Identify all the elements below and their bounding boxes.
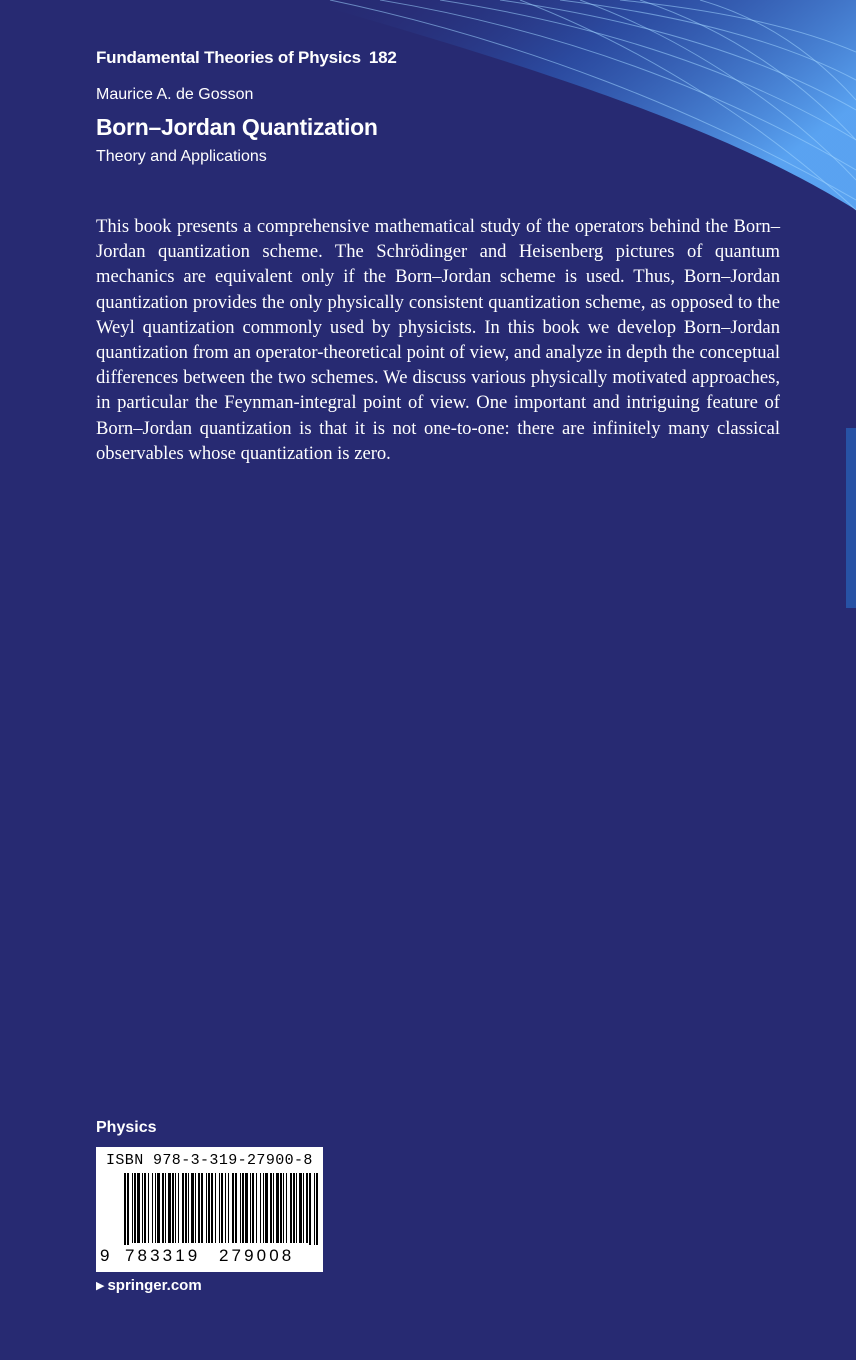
barcode-bar — [273, 1173, 274, 1243]
barcode-left-group: 783319 — [125, 1246, 201, 1265]
barcode-bar — [188, 1173, 189, 1243]
barcode-bar — [191, 1173, 194, 1243]
barcode-bar — [137, 1173, 140, 1243]
isbn-barcode — [96, 1147, 323, 1272]
barcode-bar — [245, 1173, 248, 1243]
barcode-bar — [127, 1173, 129, 1245]
barcode-bar — [286, 1173, 287, 1243]
barcode-bar — [280, 1173, 282, 1243]
barcode-bar — [242, 1173, 244, 1243]
barcode-bar — [162, 1173, 164, 1243]
barcode-bar — [314, 1173, 315, 1245]
barcode-bar — [185, 1173, 187, 1243]
barcode-bar — [172, 1173, 174, 1243]
author-name: Maurice A. de Gosson — [96, 86, 254, 103]
subject-label: Physics — [96, 1119, 157, 1136]
barcode-bar — [148, 1173, 149, 1243]
barcode-bar — [175, 1173, 176, 1243]
barcode-bar — [195, 1173, 196, 1243]
barcode-bar — [235, 1173, 237, 1243]
barcode-bar — [252, 1173, 254, 1243]
barcode-first-digit: 9 — [100, 1246, 110, 1265]
barcode-bar — [228, 1173, 229, 1243]
barcode-bar — [211, 1173, 213, 1243]
barcode-bar — [182, 1173, 184, 1243]
barcode-bar — [296, 1173, 297, 1243]
series-name: Fundamental Theories of Physics — [96, 48, 361, 67]
barcode-bar — [132, 1173, 133, 1243]
barcode-bar — [283, 1173, 284, 1243]
barcode-bar — [134, 1173, 136, 1243]
barcode-right-group: 279008 — [219, 1246, 295, 1265]
barcode-bar — [165, 1173, 166, 1243]
barcode-bar — [232, 1173, 234, 1243]
barcode-bar — [221, 1173, 223, 1243]
barcode-bars — [96, 1173, 323, 1245]
book-description: This book presents a comprehensive mathematical study of the operators behind the Born–Jordan quantization scheme. The Schrödinger and Heisenberg pictures of quantum mechanics are equivalent only if the Born–Jordan scheme is used. Thus, Born–Jordan quantization provides the only physically consistent quantization scheme, as opposed to the Weyl quantization commonly used by physicists. In this book we develop Born–Jordan quantization from an operator-theoretical point of view, and analyze in depth the conceptual differences between the two schemes. We discuss various physically motivated approaches, in particular the Feynman-integral point of view. One important and intriguing feature of Born–Jordan quantization is that it is not one-to-one: there are infinitely many classical observables whose quantization is zero. — [96, 216, 780, 464]
barcode-bar — [124, 1173, 126, 1245]
barcode-bar — [142, 1173, 143, 1243]
barcode-bar — [250, 1173, 251, 1243]
barcode-bar — [256, 1173, 257, 1243]
barcode-bar — [265, 1173, 268, 1243]
barcode-bar — [206, 1173, 207, 1243]
barcode-bar — [219, 1173, 220, 1243]
barcode-bar — [215, 1173, 216, 1243]
barcode-bar — [240, 1173, 241, 1243]
book-title: Born–Jordan Quantization — [96, 114, 378, 140]
barcode-bar — [198, 1173, 200, 1243]
barcode-bar — [309, 1173, 311, 1245]
barcode-bar — [306, 1173, 308, 1243]
isbn-text: ISBN 978-3-319-27900-8 — [106, 1152, 313, 1169]
website-text: springer.com — [107, 1277, 202, 1294]
series-number: 182 — [368, 48, 397, 67]
barcode-bar — [293, 1173, 295, 1243]
barcode-bar — [144, 1173, 146, 1243]
barcode-bar — [152, 1173, 153, 1243]
barcode-bar — [276, 1173, 279, 1243]
arrow-right-icon: ▶ — [96, 1280, 105, 1292]
barcode-bar — [303, 1173, 304, 1243]
barcode-bar — [299, 1173, 302, 1243]
barcode-bar — [155, 1173, 156, 1243]
barcode-bar — [201, 1173, 203, 1243]
edge-accent-stripe — [846, 428, 856, 608]
barcode-bar — [208, 1173, 210, 1243]
barcode-bar — [290, 1173, 292, 1243]
barcode-bar — [260, 1173, 261, 1243]
barcode-bar — [263, 1173, 264, 1243]
series-line — [96, 48, 397, 68]
barcode-bar — [270, 1173, 272, 1243]
book-subtitle: Theory and Applications — [96, 148, 267, 165]
barcode-bar — [168, 1173, 171, 1243]
barcode-bar — [316, 1173, 318, 1245]
barcode-bar — [157, 1173, 160, 1243]
barcode-bar — [225, 1173, 226, 1243]
publisher-website — [96, 1277, 202, 1294]
barcode-bar — [178, 1173, 179, 1243]
